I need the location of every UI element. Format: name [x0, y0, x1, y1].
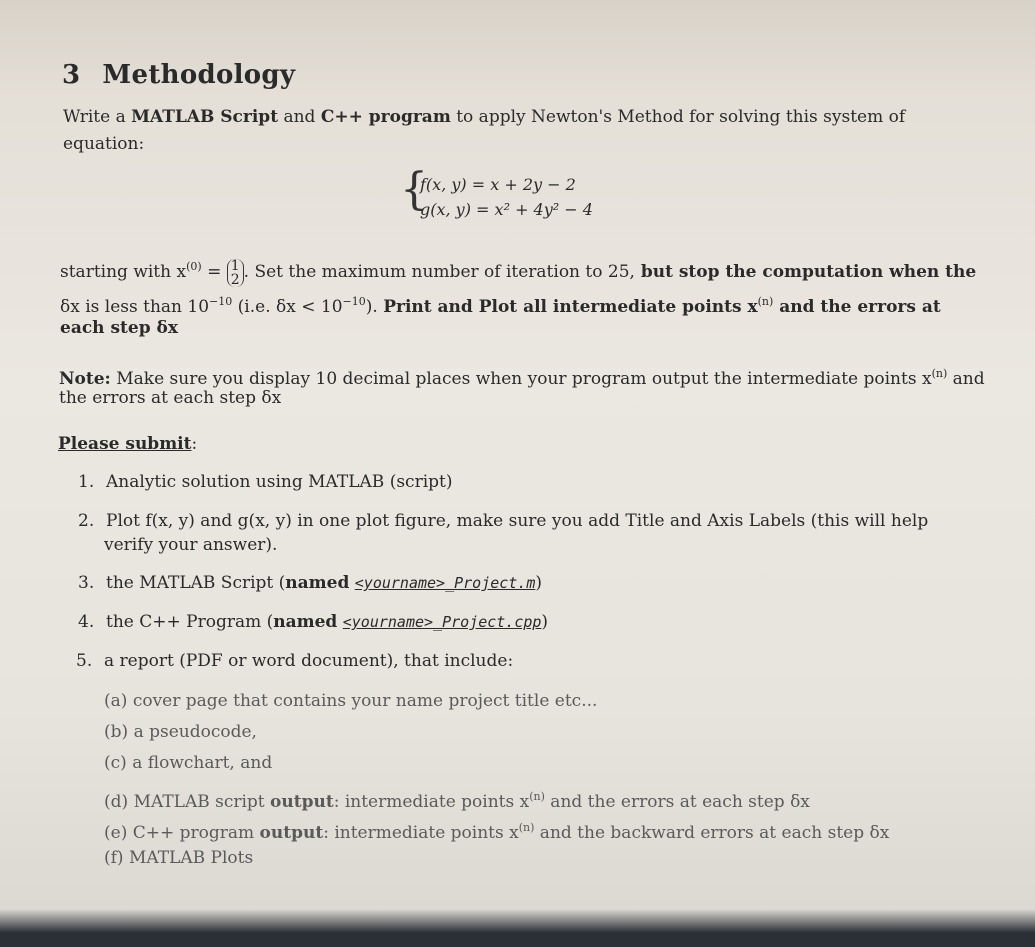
sub-item-f: (f) MATLAB Plots [104, 848, 254, 868]
sub-item-a: (a) cover page that contains your name project title etc... [104, 691, 598, 711]
start-line-2: δx is less than $10^{-10}$ (i.e. $\delta x < 10^{-10}$). Print and Plot all intermediate points $x^{(n)}$ and the errors at [60, 295, 941, 317]
cpp-filename: <yourname>_Project.cpp [342, 613, 542, 631]
left-brace: { [400, 164, 428, 215]
list-item-4: 4. the C++ Program (named <yourname>_Project.cpp) [78, 612, 549, 632]
sub-item-b: (b) a pseudocode, [104, 722, 257, 742]
sub-item-e: (e) C++ program output: intermediate points $x^{(n)}$ and the backward errors at each step δx [104, 821, 890, 843]
submit-heading: Please submit: [58, 434, 198, 454]
note-line-1: Note: Make sure you display 10 decimal places when your program output the intermediate points $x^{(n)}$ and [59, 367, 985, 389]
list-item-5: 5. a report (PDF or word document), that include: [76, 651, 514, 671]
cpp-label: C++ program [320, 107, 451, 127]
section-title: Methodology [102, 60, 296, 90]
section-number: 3 [62, 60, 81, 90]
initial-vector: 1 2 [227, 259, 244, 287]
equation-f: f(x, y) = x + 2y − 2 [420, 175, 576, 194]
list-item-2: 2. Plot f(x, y) and g(x, y) in one plot figure, make sure you add Title and Axis Labels (this will help [78, 511, 929, 531]
start-line-3: each step δx [60, 318, 178, 338]
note-line-2: the errors at each step δx [59, 388, 282, 408]
equation-g: g(x, y) = x² + 4y² − 4 [420, 200, 593, 219]
matlab-filename: <yourname>_Project.m [354, 574, 536, 592]
list-item-2-cont: verify your answer). [104, 535, 278, 555]
list-item-3: 3. the MATLAB Script (named <yourname>_Project.m) [78, 573, 543, 593]
intro-line-1: Write a MATLAB Script and C++ program to apply Newton's Method for solving this system of [63, 107, 906, 127]
section-heading [62, 60, 295, 90]
matlab-label: MATLAB Script [131, 107, 279, 127]
start-line-1: starting with $x^{(0)} = 1$ 2 . Set the maximum number of iteration to 25, but stop the computation when the [60, 257, 977, 288]
intro-line-2: equation: [63, 134, 145, 154]
sub-item-d: (d) MATLAB script output: intermediate points $x^{(n)}$ and the errors at each step δx [104, 790, 810, 812]
list-item-1: 1. Analytic solution using MATLAB (script) [78, 472, 453, 492]
sub-item-c: (c) a flowchart, and [104, 753, 273, 773]
note-label: Note: [59, 369, 111, 389]
